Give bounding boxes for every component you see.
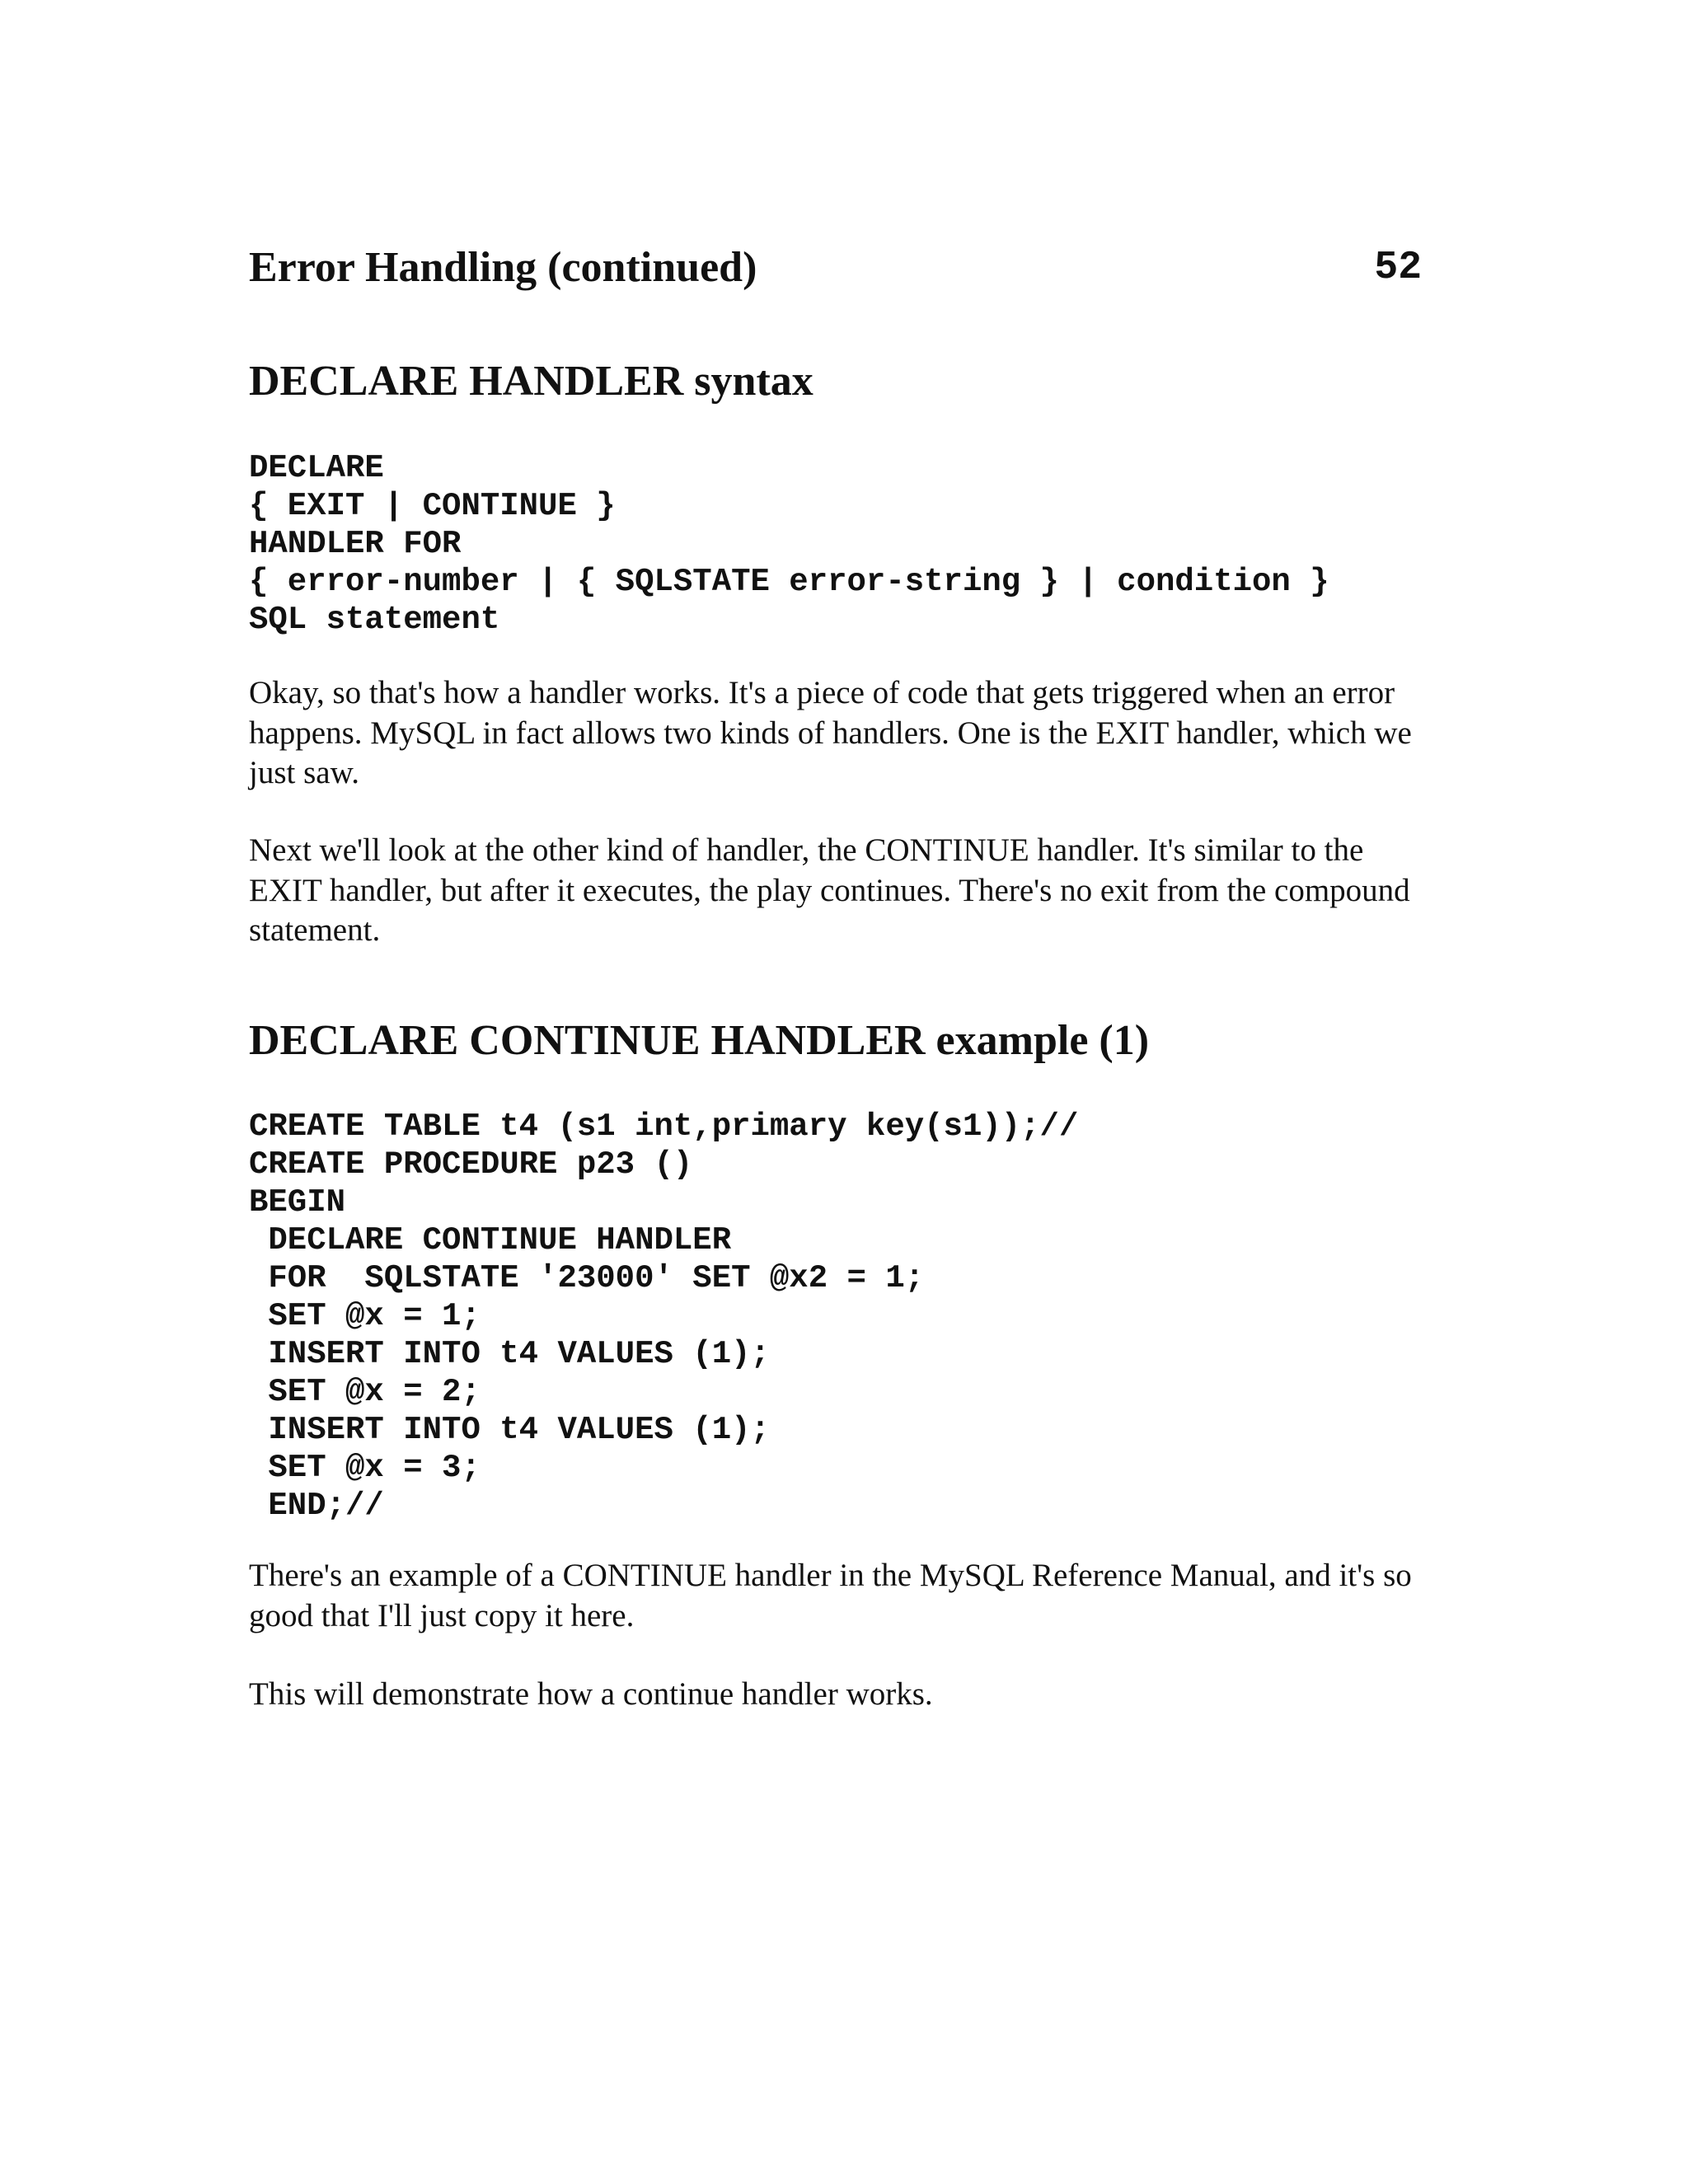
code-block-continue-handler-example bbox=[249, 1108, 1078, 1525]
section-heading-continue-handler-example: DECLARE CONTINUE HANDLER example (1) bbox=[249, 1017, 1150, 1064]
header-title: Error Handling (continued) bbox=[249, 244, 757, 291]
code-line: SQL statement bbox=[249, 602, 500, 638]
code-line: HANDLER FOR bbox=[249, 526, 462, 562]
code-line: { EXIT | CONTINUE } bbox=[249, 488, 616, 524]
paragraph-demonstration: This will demonstrate how a continue handler works. bbox=[249, 1676, 933, 1712]
code-line: CREATE TABLE t4 (s1 int,primary key(s1));// bbox=[249, 1108, 1079, 1145]
code-line: INSERT INTO t4 VALUES (1); bbox=[249, 1336, 770, 1372]
code-line: END;// bbox=[249, 1488, 384, 1524]
code-line: FOR SQLSTATE '23000' SET @x2 = 1; bbox=[249, 1260, 925, 1296]
code-line: BEGIN bbox=[249, 1184, 346, 1221]
running-header bbox=[249, 239, 1422, 297]
paragraph-continue-handler-intro: Next we'll look at the other kind of handler, the CONTINUE handler. It's similar to the EXIT handler, but after it executes, the play continues. There's no exit from the compound statement. bbox=[249, 832, 1410, 948]
code-line: INSERT INTO t4 VALUES (1); bbox=[249, 1412, 770, 1448]
section-heading-declare-handler-syntax: DECLARE HANDLER syntax bbox=[249, 358, 814, 405]
code-block-handler-syntax bbox=[249, 449, 1329, 639]
code-line: SET @x = 1; bbox=[249, 1298, 481, 1334]
paragraph-reference-manual-example: There's an example of a CONTINUE handler in the MySQL Reference Manual, and it's so good that I'll just copy it here. bbox=[249, 1558, 1412, 1633]
code-line: SET @x = 2; bbox=[249, 1374, 481, 1410]
code-line: DECLARE bbox=[249, 450, 384, 486]
code-line: SET @x = 3; bbox=[249, 1450, 481, 1486]
code-line: DECLARE CONTINUE HANDLER bbox=[249, 1222, 732, 1258]
code-line: { error-number | { SQLSTATE error-string } | condition } bbox=[249, 564, 1329, 600]
code-line: CREATE PROCEDURE p23 () bbox=[249, 1146, 693, 1183]
page-number: 52 bbox=[1374, 246, 1422, 290]
paragraph-handler-intro: Okay, so that's how a handler works. It's a piece of code that gets triggered when an error happens. MySQL in fact allows two kinds of handlers. One is the EXIT handler, which we just saw. bbox=[249, 675, 1412, 790]
